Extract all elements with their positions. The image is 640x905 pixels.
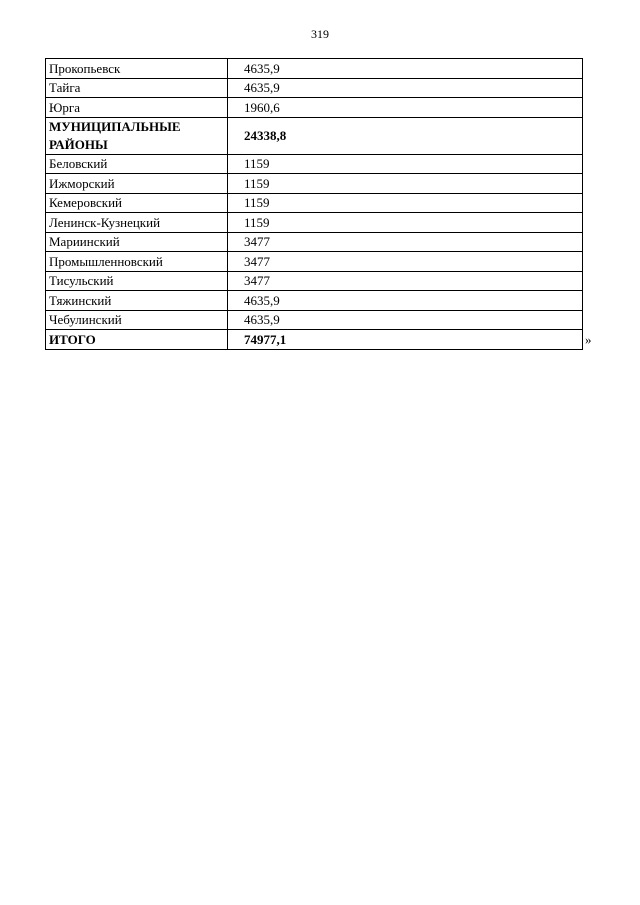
table-row (46, 98, 583, 118)
table-row (46, 213, 583, 233)
amount-value: 3477 (228, 252, 583, 272)
budget-table (45, 58, 583, 350)
section-header-row (46, 117, 583, 154)
amount-value: 4635,9 (228, 78, 583, 98)
table-row (46, 310, 583, 330)
amount-value: 3477 (228, 232, 583, 252)
district-name: Тисульский (46, 271, 228, 291)
amount-value: 3477 (228, 271, 583, 291)
district-name: Промышленновский (46, 252, 228, 272)
amount-value: 1960,6 (228, 98, 583, 118)
table-row (46, 78, 583, 98)
district-name: Кемеровский (46, 193, 228, 213)
municipality-name: Прокопьевск (46, 59, 228, 79)
table-row (46, 154, 583, 174)
page-number: 319 (311, 27, 329, 41)
district-name: Тяжинский (46, 291, 228, 311)
table-row (46, 252, 583, 272)
amount-value: 1159 (228, 154, 583, 174)
section-title: МУНИЦИПАЛЬНЫЕ РАЙОНЫ (46, 117, 228, 154)
table-row (46, 193, 583, 213)
closing-quote-mark: » (585, 332, 592, 347)
table-row (46, 232, 583, 252)
amount-value: 1159 (228, 193, 583, 213)
table-row (46, 174, 583, 194)
district-name: Ижморский (46, 174, 228, 194)
table-row (46, 271, 583, 291)
district-name: Ленинск-Кузнецкий (46, 213, 228, 233)
amount-value: 1159 (228, 174, 583, 194)
amount-value: 4635,9 (228, 310, 583, 330)
table-row (46, 59, 583, 79)
table-row (46, 291, 583, 311)
amount-value: 4635,9 (228, 291, 583, 311)
municipality-name: Тайга (46, 78, 228, 98)
district-name: Мариинский (46, 232, 228, 252)
amount-value: 4635,9 (228, 59, 583, 79)
district-name: Беловский (46, 154, 228, 174)
amount-value: 1159 (228, 213, 583, 233)
total-row (46, 330, 583, 350)
section-total-value: 24338,8 (228, 117, 583, 154)
district-name: Чебулинский (46, 310, 228, 330)
municipality-name: Юрга (46, 98, 228, 118)
total-label: ИТОГО (46, 330, 228, 350)
total-value: 74977,1 (228, 330, 583, 350)
